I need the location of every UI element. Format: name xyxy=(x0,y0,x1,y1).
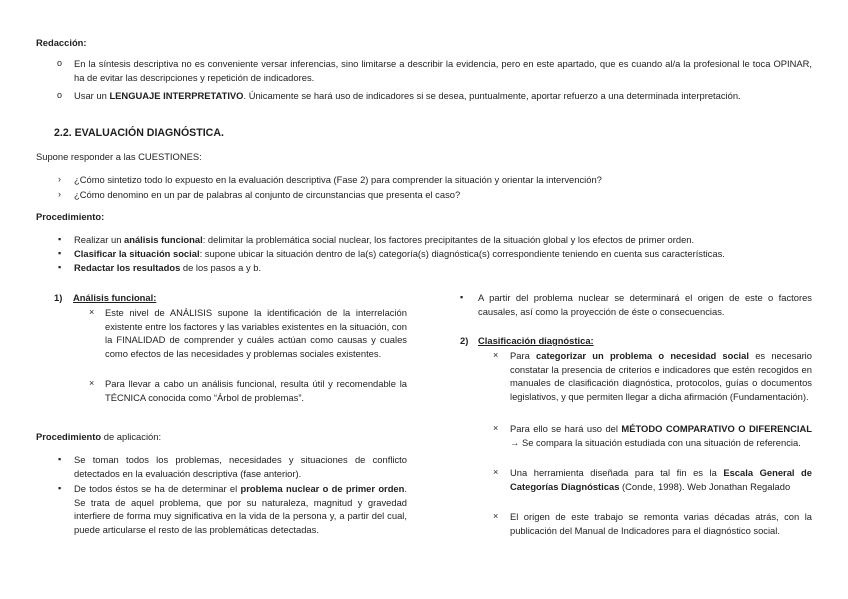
circle-bullet-icon: o xyxy=(57,90,63,100)
aplicacion-item-1: Se toman todos los problemas, necesidades y situaciones de conflicto detectados en la evaluación descriptiva (fase anterior). xyxy=(74,454,407,479)
clasificacion-item-3: Una herramienta diseñada para tal fin es la Escala General de Categorías Diagnósticas (Conde, 1998). Web Jonathan Regalado xyxy=(510,467,812,492)
square-bullet-icon: ▪ xyxy=(58,234,62,244)
square-bullet-icon: ▪ xyxy=(58,454,62,464)
procedimiento-aplicacion: Procedimiento de aplicación: xyxy=(36,431,162,442)
cross-bullet-icon: × xyxy=(89,307,95,317)
square-bullet-icon: ▪ xyxy=(460,292,464,302)
clasificacion-diagnostica-title: Clasificación diagnóstica: xyxy=(478,335,594,346)
clasificacion-item-4: El origen de este trabajo se remonta varias décadas atrás, con la publicación del Manual de Indicadores para el diagnóstico social. xyxy=(510,511,812,536)
analisis-funcional-title: Análisis funcional: xyxy=(73,292,157,303)
right-item-1: A partir del problema nuclear se determinará el origen de este o factores causales, así como la proyección de éste o consecuencias. xyxy=(478,292,812,317)
item-number: 2) xyxy=(460,335,469,346)
cross-bullet-icon: × xyxy=(89,378,95,388)
cross-bullet-icon: × xyxy=(493,350,499,360)
redaccion-title: Redacción: xyxy=(36,37,87,48)
circle-bullet-icon: o xyxy=(57,58,63,68)
procedimiento-title: Procedimiento: xyxy=(36,211,105,222)
aplicacion-item-2: De todos éstos se ha de determinar el problema nuclear o de primer orden. Se trata de aquel problema, que por su naturaleza, magnitud y gravedad interfiere de forma muy significativa en la vida de la persona y, a partir del cual, puede articularse el resto de las problemáticas detectadas. xyxy=(74,483,407,535)
section-title: 2.2. EVALUACIÓN DIAGNÓSTICA. xyxy=(54,127,224,139)
cross-bullet-icon: × xyxy=(493,511,499,521)
procedimiento-item-2: Clasificar la situación social: supone ubicar la situación dentro de la(s) categoría(s) diagnóstica(s) correspondiente teniendo en cuenta sus características. xyxy=(74,248,725,259)
clasificacion-item-1: Para categorizar un problema o necesidad social es necesario constatar la presencia de criterios e indicadores que estén recogidos en manuales de clasificación diagnóstica, protocolos, guías o documentos legislativos, y que permiten llegar a dicha afirmación (Fundamentación). xyxy=(510,350,812,402)
analisis-item-1: Este nivel de ANÁLISIS supone la identificación de la interrelación existente entre los factores y las variables existentes en la situación, con la FINALIDAD de comprender y cuáles actúan como causas y cuales como efectos de las necesidades y problemas sociales existentes. xyxy=(105,307,407,359)
cross-bullet-icon: × xyxy=(493,467,499,477)
redaccion-item-1: En la síntesis descriptiva no es conveniente versar inferencias, sino limitarse a describir la evidencia, pero en este apartado, que es cuando al/a la profesional le toca OPINAR, ha de evitar las descripciones y repetición de indicadores. xyxy=(74,58,812,83)
question-2: ¿Cómo denomino en un par de palabras al conjunto de circunstancias que presenta el caso? xyxy=(74,189,461,200)
procedimiento-item-1: Realizar un análisis funcional: delimitar la problemática social nuclear, los factores precipitantes de la situación global y los efectos de primer orden. xyxy=(74,234,695,245)
analisis-item-2: Para llevar a cabo un análisis funcional, resulta útil y recomendable la TÉCNICA conocida como “Árbol de problemas”. xyxy=(105,378,407,403)
section-intro: Supone responder a las CUESTIONES: xyxy=(36,151,202,162)
redaccion-item-2: Usar un LENGUAJE INTERPRETATIVO. Únicamente se hará uso de indicadores si se desea, puntualmente, aportar refuerzo a una determinada interpretación. xyxy=(74,90,741,101)
square-bullet-icon: ▪ xyxy=(58,248,62,258)
cross-bullet-icon: × xyxy=(493,423,499,433)
question-1: ¿Cómo sintetizo todo lo expuesto en la evaluación descriptiva (Fase 2) para comprender la situación y orientar la intervención? xyxy=(74,174,602,185)
square-bullet-icon: ▪ xyxy=(58,483,62,493)
square-bullet-icon: ▪ xyxy=(58,262,62,272)
item-number: 1) xyxy=(54,292,63,303)
procedimiento-item-3: Redactar los resultados de los pasos a y b. xyxy=(74,262,262,273)
clasificacion-item-2: Para ello se hará uso del MÉTODO COMPARATIVO O DIFERENCIAL → Se compara la situación estudiada con una situación de referencia. xyxy=(510,423,812,448)
chevron-bullet-icon: › xyxy=(58,189,61,199)
chevron-bullet-icon: › xyxy=(58,174,61,184)
